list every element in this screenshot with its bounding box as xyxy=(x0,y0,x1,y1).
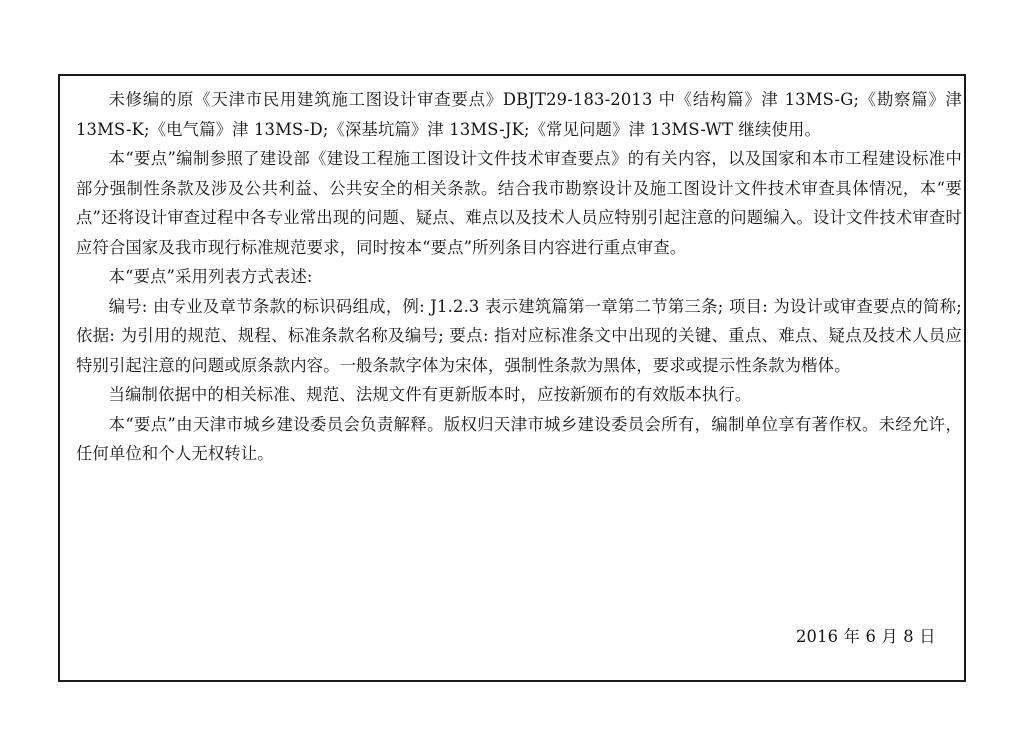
paragraph-copyright: 本“要点”由天津市城乡建设委员会负责解释。版权归天津市城乡建设委员会所有，编制单位享有著作权。未经允许，任何单位和个人无权转让。 xyxy=(76,414,962,463)
paragraph-updates: 当编制依据中的相关标准、规范、法规文件有更新版本时，应按新颁布的有效版本执行。 xyxy=(108,385,752,404)
paragraph-references: 本“要点”编制参照了建设部《建设工程施工图设计文件技术审查要点》的有关内容，以及国家和本市工程建设标准中部分强制性条款及涉及公共利益、公共安全的相关条款。结合我市勘察设计及施工图设计文件技术审查具体情况，本“要点”还将设计审查过程中各专业常出现的问题、疑点、难点以及技术人员应特别引起注意的问题编入。设计文件技术审查时应符合国家及我市现行标准规范要求，同时按本“要点”所列条目内容进行重点审查。 xyxy=(76,149,962,257)
document-body xyxy=(76,85,962,469)
paragraph-field-definitions: 编号: 由专业及章节条款的标识码组成，例: J1.2.3 表示建筑篇第一章第二节第三条; 项目: 为设计或审查要点的简称; 依据: 为引用的规范、规程、标准条款名称及编号; 要点: 指对应标准条文中出现的关键、重点、难点、疑点及技术人员应特别引起注意的问题或原条款内容。一般条款字体为宋体，强制性条款为黑体，要求或提示性条款为楷体。 xyxy=(76,296,962,375)
document-date: 2016 年 6 月 8 日 xyxy=(796,627,936,646)
paragraph-retained-volumes: 未修编的原《天津市民用建筑施工图设计审查要点》DBJT29-183-2013 中《结构篇》津 13MS-G;《勘察篇》津 13MS-K;《电气篇》津 13MS-D;《深基坑篇》津 13MS-JK;《常见问题》津 13MS-WT 继续使用。 xyxy=(76,90,962,139)
paragraph-format-intro: 本“要点”采用列表方式表述: xyxy=(108,267,313,286)
